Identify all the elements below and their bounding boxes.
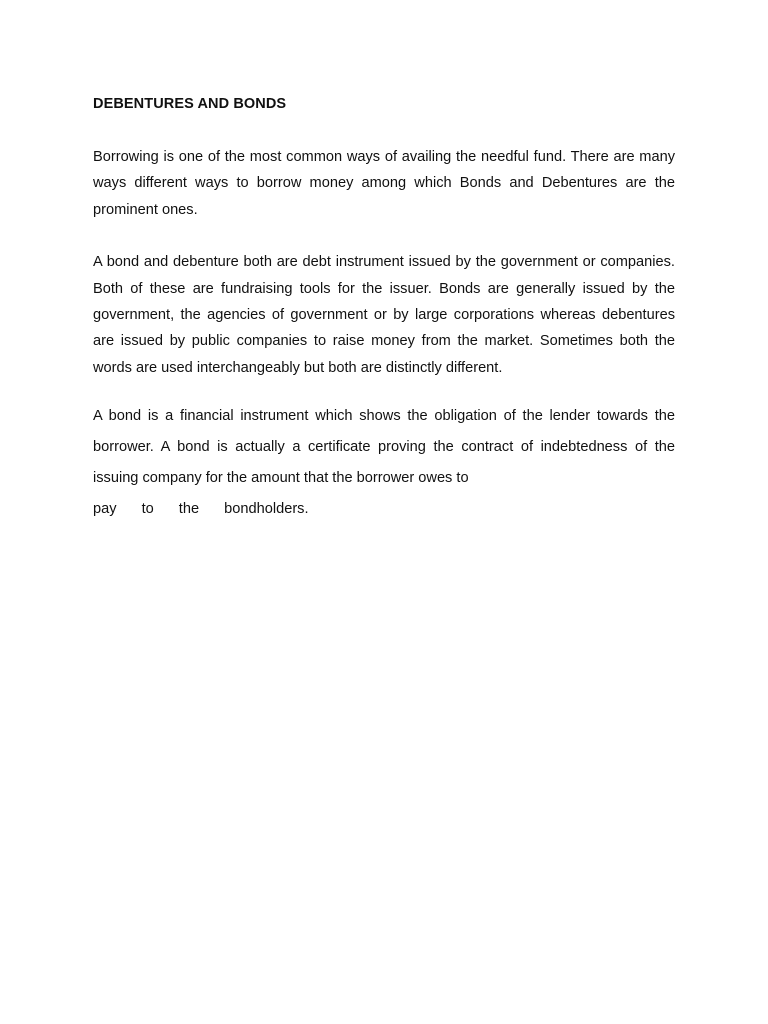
paragraph-bond-definition	[93, 401, 675, 525]
document-body	[93, 94, 675, 525]
document-heading: DEBENTURES AND BONDS	[93, 96, 287, 112]
paragraph-borrowing: Borrowing is one of the most common ways of availing the needful fund. There are many ways different ways to borrow money among which Bonds and Debentures are the prominent ones.	[93, 149, 675, 218]
paragraph-bond-definition-last-line: pay to the bondholders.	[93, 501, 309, 518]
paragraph-bond-definition-text: A bond is a financial instrument which shows the obligation of the lender towards the borrower. A bond is actually a certificate proving the contract of indebtedness of the issuing company for the amount that the borrower owes to	[93, 408, 675, 487]
paragraph-bond-and-debenture: A bond and debenture both are debt instrument issued by the government or companies. Both of these are fundraising tools for the issuer. Bonds are generally issued by the government, the agencies of government or by large corporations whereas debentures are issued by public companies to raise money from the market. Sometimes both the words are used interchangeably but both are distinctly different.	[93, 254, 675, 376]
